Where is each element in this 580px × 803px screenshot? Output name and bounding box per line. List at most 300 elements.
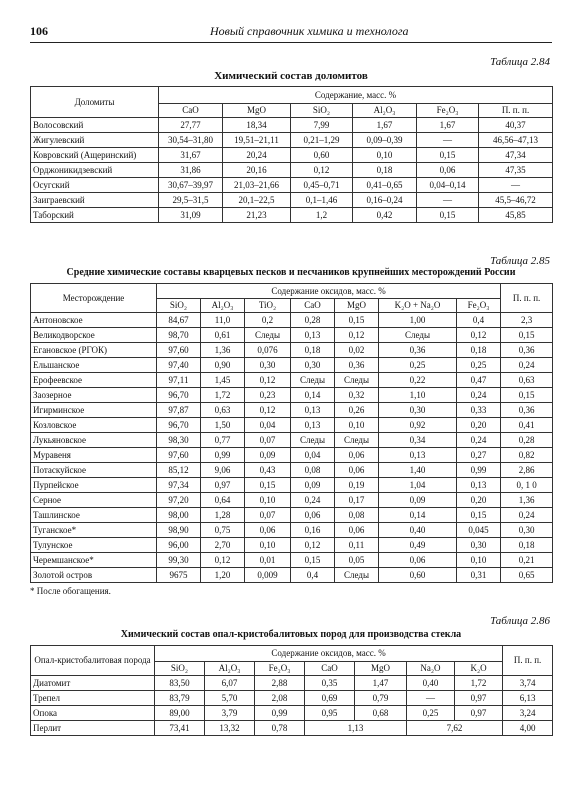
table-cell: 0,14 [291, 388, 335, 403]
table-row [31, 691, 553, 706]
table-cell: 0,2 [245, 313, 291, 328]
table-cell: 98,30 [157, 433, 201, 448]
table-cell: 46,56–47,13 [479, 133, 553, 148]
table-cell: 0,26 [335, 403, 379, 418]
table-row [31, 523, 553, 538]
header-cell: MgO [355, 662, 407, 676]
table-cell: 31,86 [159, 163, 223, 178]
table-cell: 0,30 [457, 538, 501, 553]
row-label: Жигулевский [31, 133, 159, 148]
table-cell: 0,82 [501, 448, 553, 463]
footnote: * После обогащения. [30, 586, 111, 596]
table-row [31, 148, 553, 163]
table-cell: 0,4 [457, 313, 501, 328]
table-cell: 0,076 [245, 343, 291, 358]
table-cell: 7,99 [291, 118, 353, 133]
table-cell: 0,06 [335, 448, 379, 463]
table-cell: 0,18 [457, 343, 501, 358]
table-cell: 83,50 [155, 676, 205, 691]
table-cell: 0,18 [501, 538, 553, 553]
table-2-86-title: Химический состав опал-кристобалитовых пород для производства стекла [120, 629, 462, 640]
table-cell: 1,00 [379, 313, 457, 328]
table-cell: 1,67 [417, 118, 479, 133]
table-cell: 21,23 [223, 208, 291, 223]
table-cell: 83,79 [155, 691, 205, 706]
table-cell: 0,13 [291, 418, 335, 433]
table-cell: 0,15 [291, 553, 335, 568]
table-cell: 2,3 [501, 313, 553, 328]
header-cell: MgO [335, 299, 379, 313]
header-cell: Содержание оксидов, масс. % [157, 284, 501, 299]
table-cell: Следы [379, 328, 457, 343]
table-cell: 0,15 [335, 313, 379, 328]
table-cell: 0,40 [379, 523, 457, 538]
table-row [31, 388, 553, 403]
table-cell: 0,12 [291, 163, 353, 178]
table-2-84-label: Таблица 2.84 [490, 56, 550, 68]
table-cell: 0,20 [457, 493, 501, 508]
table-cell: 0,33 [457, 403, 501, 418]
table-row [31, 343, 553, 358]
table-cell: 0,06 [291, 508, 335, 523]
header-rule [30, 42, 552, 43]
table-cell: 0,12 [291, 538, 335, 553]
table-cell: 0,10 [335, 418, 379, 433]
table-cell: 40,37 [479, 118, 553, 133]
table-cell: 11,0 [201, 313, 245, 328]
row-label: Антоновское [31, 313, 157, 328]
table-cell: 0, 1 0 [501, 478, 553, 493]
table-cell: 2,86 [501, 463, 553, 478]
row-label: Орджоникидзевский [31, 163, 159, 178]
header-cell: SiO₂ [291, 104, 353, 118]
table-cell: 0,25 [379, 358, 457, 373]
header-cell: П. п. п. [479, 104, 553, 118]
table-row [31, 508, 553, 523]
table-cell: Следы [245, 328, 291, 343]
row-label: Перлит [31, 721, 155, 736]
table-cell: 0,13 [291, 328, 335, 343]
table-cell: 0,15 [417, 148, 479, 163]
table-cell: 0,41 [501, 418, 553, 433]
table-cell: 20,24 [223, 148, 291, 163]
table-row [31, 478, 553, 493]
table-cell: 98,70 [157, 328, 201, 343]
table-2-85-title: Средние химические составы кварцевых песков и песчаников крупнейших месторождений России [66, 267, 516, 278]
table-cell: 0,22 [379, 373, 457, 388]
table-cell: 1,2 [291, 208, 353, 223]
table-cell: 2,70 [201, 538, 245, 553]
table-cell: 0,09 [291, 478, 335, 493]
header-cell: Fe₂O₃ [255, 662, 305, 676]
table-cell: 13,32 [205, 721, 255, 736]
table-cell: 30,54–31,80 [159, 133, 223, 148]
table-row [31, 553, 553, 568]
table-cell: 97,60 [157, 448, 201, 463]
table-2-86-label: Таблица 2.86 [490, 615, 550, 627]
row-label: Волосовский [31, 118, 159, 133]
table-2-85 [30, 283, 553, 583]
table-cell: 2,88 [255, 676, 305, 691]
table-cell: 27,77 [159, 118, 223, 133]
row-label: Диатомит [31, 676, 155, 691]
table-cell: 0,69 [305, 691, 355, 706]
table-row [31, 193, 553, 208]
row-label: Козловское [31, 418, 157, 433]
table-row [31, 493, 553, 508]
table-cell: 0,41–0,65 [353, 178, 417, 193]
header-cell: Al₂O₃ [205, 662, 255, 676]
row-label: Ерофеевское [31, 373, 157, 388]
table-row [31, 721, 553, 736]
table-cell: 47,35 [479, 163, 553, 178]
table-row [31, 313, 553, 328]
table-cell: 0,75 [201, 523, 245, 538]
table-cell: 0,06 [335, 523, 379, 538]
table-cell: 0,24 [501, 508, 553, 523]
header-cell: П. п. п. [501, 284, 553, 313]
table-cell: 20,16 [223, 163, 291, 178]
table-cell: 89,00 [155, 706, 205, 721]
table-cell: 73,41 [155, 721, 205, 736]
row-label: Потаскуйское [31, 463, 157, 478]
table-cell: 0,15 [457, 508, 501, 523]
row-label: Лукьяновское [31, 433, 157, 448]
table-cell: 0,14 [379, 508, 457, 523]
table-cell: 97,87 [157, 403, 201, 418]
table-row [31, 433, 553, 448]
table-cell: 0,10 [245, 493, 291, 508]
header-cell: SiO₂ [157, 299, 201, 313]
table-cell: 98,00 [157, 508, 201, 523]
table-cell: 0,07 [245, 433, 291, 448]
table-cell: 0,09 [245, 448, 291, 463]
table-cell: 0,35 [305, 676, 355, 691]
row-label: Ковровский (Ащеринский) [31, 148, 159, 163]
table-cell: 0,09 [379, 493, 457, 508]
table-cell: 0,28 [501, 433, 553, 448]
table-cell: 0,15 [417, 208, 479, 223]
table-cell: 0,1–1,46 [291, 193, 353, 208]
row-label: Золотой остров [31, 568, 157, 583]
table-cell: 31,67 [159, 148, 223, 163]
table-cell: 0,08 [335, 508, 379, 523]
table-cell: 9,06 [201, 463, 245, 478]
table-cell: 1,40 [379, 463, 457, 478]
table-cell: 0,24 [457, 388, 501, 403]
table-row [31, 568, 553, 583]
header-cell: TiO₂ [245, 299, 291, 313]
table-cell: 0,63 [201, 403, 245, 418]
table-cell: 1,50 [201, 418, 245, 433]
table-cell: 0,97 [455, 706, 503, 721]
table-cell: — [417, 133, 479, 148]
table-cell: 1,47 [355, 676, 407, 691]
table-cell: 0,16 [291, 523, 335, 538]
table-cell: 3,24 [503, 706, 553, 721]
table-cell: 0,99 [201, 448, 245, 463]
table-cell: 96,70 [157, 418, 201, 433]
table-cell: 0,4 [291, 568, 335, 583]
table-cell: 0,07 [245, 508, 291, 523]
row-label: Игирминское [31, 403, 157, 418]
table-2-84-title: Химический состав доломитов [214, 70, 368, 82]
table-cell: — [407, 691, 455, 706]
table-cell: 97,20 [157, 493, 201, 508]
table-cell: 98,90 [157, 523, 201, 538]
header-cell: CaO [305, 662, 355, 676]
table-cell: 0,12 [245, 403, 291, 418]
table-cell: 0,31 [457, 568, 501, 583]
header-cell: Доломиты [31, 87, 159, 118]
header-cell: П. п. п. [503, 646, 553, 676]
table-cell: 6,13 [503, 691, 553, 706]
table-cell: 0,30 [245, 358, 291, 373]
table-cell: 1,45 [201, 373, 245, 388]
table-cell: 0,90 [201, 358, 245, 373]
table-cell: 0,10 [353, 148, 417, 163]
table-cell: 1,13 [305, 721, 407, 736]
table-cell: 1,67 [353, 118, 417, 133]
table-cell: 85,12 [157, 463, 201, 478]
table-cell: 1,10 [379, 388, 457, 403]
row-label: Таборский [31, 208, 159, 223]
table-cell: 29,5–31,5 [159, 193, 223, 208]
table-cell: 0,95 [305, 706, 355, 721]
table-cell: 0,08 [291, 463, 335, 478]
table-cell: 31,09 [159, 208, 223, 223]
header-cell: Fe₂O₃ [457, 299, 501, 313]
table-cell: 0,40 [407, 676, 455, 691]
table-cell: 0,77 [201, 433, 245, 448]
table-cell: 97,34 [157, 478, 201, 493]
table-cell: 0,13 [291, 403, 335, 418]
table-cell: 0,64 [201, 493, 245, 508]
table-cell: 7,62 [407, 721, 503, 736]
row-label: Опока [31, 706, 155, 721]
table-cell: 0,18 [291, 343, 335, 358]
table-2-85-label: Таблица 2.85 [490, 255, 550, 267]
table-cell: 0,63 [501, 373, 553, 388]
table-row [31, 208, 553, 223]
table-cell: 0,99 [255, 706, 305, 721]
row-label: Осугский [31, 178, 159, 193]
table-cell: 1,36 [201, 343, 245, 358]
table-cell: 0,47 [457, 373, 501, 388]
table-cell: 96,70 [157, 388, 201, 403]
table-cell: 1,36 [501, 493, 553, 508]
table-cell: 30,67–39,97 [159, 178, 223, 193]
table-row [31, 403, 553, 418]
table-cell: 0,12 [245, 373, 291, 388]
table-cell: 0,01 [245, 553, 291, 568]
header-cell: Содержание, масс. % [159, 87, 553, 104]
table-2-86 [30, 645, 553, 736]
table-cell: 0,20 [457, 418, 501, 433]
header-cell: CaO [291, 299, 335, 313]
table-row [31, 178, 553, 193]
table-cell: 47,34 [479, 148, 553, 163]
table-cell: 0,42 [353, 208, 417, 223]
table-cell: 0,25 [457, 358, 501, 373]
table-cell: Следы [335, 568, 379, 583]
table-cell: 20,1–22,5 [223, 193, 291, 208]
table-cell: 1,04 [379, 478, 457, 493]
header-cell: Al₂O₃ [201, 299, 245, 313]
table-cell: 4,00 [503, 721, 553, 736]
row-label: Пурпейское [31, 478, 157, 493]
table-cell: 0,79 [355, 691, 407, 706]
table-cell: 0,34 [379, 433, 457, 448]
table-cell: 0,23 [245, 388, 291, 403]
table-cell: Следы [335, 433, 379, 448]
table-cell: Следы [291, 373, 335, 388]
header-cell: Fe₂O₃ [417, 104, 479, 118]
table-cell: 0,36 [501, 403, 553, 418]
table-cell: 0,30 [379, 403, 457, 418]
table-cell: 0,04 [245, 418, 291, 433]
table-cell: 0,45–0,71 [291, 178, 353, 193]
table-cell: 0,12 [201, 553, 245, 568]
row-label: Заозерное [31, 388, 157, 403]
header-cell: SiO₂ [155, 662, 205, 676]
table-cell: 0,15 [501, 328, 553, 343]
table-cell: 1,20 [201, 568, 245, 583]
table-cell: — [479, 178, 553, 193]
header-cell: K₂O [455, 662, 503, 676]
table-cell: 0,30 [501, 523, 553, 538]
table-cell: 0,32 [335, 388, 379, 403]
table-cell: 0,68 [355, 706, 407, 721]
table-2-84 [30, 86, 553, 223]
table-cell: 0,60 [291, 148, 353, 163]
table-cell: 0,92 [379, 418, 457, 433]
table-cell: 9675 [157, 568, 201, 583]
row-label: Тулунское [31, 538, 157, 553]
header-cell: K₂O + Na₂O [379, 299, 457, 313]
table-cell: 0,25 [407, 706, 455, 721]
table-cell: 0,97 [201, 478, 245, 493]
table-cell: — [417, 193, 479, 208]
table-cell: 97,40 [157, 358, 201, 373]
table-cell: 0,65 [501, 568, 553, 583]
table-cell: 0,15 [501, 388, 553, 403]
table-cell: 0,97 [455, 691, 503, 706]
table-cell: 0,06 [379, 553, 457, 568]
table-cell: 97,60 [157, 343, 201, 358]
table-cell: 0,36 [335, 358, 379, 373]
table-cell: 0,02 [335, 343, 379, 358]
table-cell: 0,13 [457, 478, 501, 493]
table-cell: 0,24 [291, 493, 335, 508]
header-cell: Месторождение [31, 284, 157, 313]
table-cell: 0,04 [291, 448, 335, 463]
table-row [31, 448, 553, 463]
table-cell: 0,009 [245, 568, 291, 583]
table-cell: 0,49 [379, 538, 457, 553]
table-cell: 96,00 [157, 538, 201, 553]
table-cell: 18,34 [223, 118, 291, 133]
table-cell: 3,79 [205, 706, 255, 721]
table-cell: 1,72 [455, 676, 503, 691]
table-cell: 0,10 [245, 538, 291, 553]
table-cell: 0,19 [335, 478, 379, 493]
table-cell: 0,04–0,14 [417, 178, 479, 193]
table-cell: 0,24 [501, 358, 553, 373]
table-cell: 45,5–46,72 [479, 193, 553, 208]
table-row [31, 373, 553, 388]
table-row [31, 328, 553, 343]
row-label: Муравеня [31, 448, 157, 463]
table-cell: 0,61 [201, 328, 245, 343]
table-cell: 0,27 [457, 448, 501, 463]
running-header-title: Новый справочник химика и технолога [210, 24, 409, 38]
table-cell: 0,12 [335, 328, 379, 343]
table-cell: 0,36 [379, 343, 457, 358]
table-cell: 2,08 [255, 691, 305, 706]
table-cell: 5,70 [205, 691, 255, 706]
table-cell: 0,15 [245, 478, 291, 493]
table-cell: 19,51–21,11 [223, 133, 291, 148]
row-label: Ташлинское [31, 508, 157, 523]
row-label: Серное [31, 493, 157, 508]
table-row [31, 418, 553, 433]
row-label: Черемшанское* [31, 553, 157, 568]
table-cell: 0,99 [457, 463, 501, 478]
table-cell: 0,045 [457, 523, 501, 538]
table-cell: 0,21–1,29 [291, 133, 353, 148]
table-row [31, 163, 553, 178]
table-cell: 0,10 [457, 553, 501, 568]
table-cell: 0,78 [255, 721, 305, 736]
row-label: Трепел [31, 691, 155, 706]
table-row [31, 118, 553, 133]
table-cell: 0,11 [335, 538, 379, 553]
header-cell: Na₂O [407, 662, 455, 676]
table-row [31, 676, 553, 691]
table-row [31, 133, 553, 148]
row-label: Ельшанское [31, 358, 157, 373]
table-cell: 1,28 [201, 508, 245, 523]
table-cell: 45,85 [479, 208, 553, 223]
table-cell: Следы [335, 373, 379, 388]
table-cell: 0,28 [291, 313, 335, 328]
table-cell: 21,03–21,66 [223, 178, 291, 193]
table-cell: 0,36 [501, 343, 553, 358]
table-cell: 0,06 [417, 163, 479, 178]
table-cell: 0,06 [245, 523, 291, 538]
table-cell: 0,13 [379, 448, 457, 463]
table-cell: 0,24 [457, 433, 501, 448]
table-cell: 1,72 [201, 388, 245, 403]
header-cell: Опал-кристобалитовая порода [31, 646, 155, 676]
row-label: Туганское* [31, 523, 157, 538]
table-cell: 99,30 [157, 553, 201, 568]
page-number: 106 [30, 24, 48, 38]
table-cell: 6,07 [205, 676, 255, 691]
table-cell: 97,11 [157, 373, 201, 388]
table-cell: Следы [291, 433, 335, 448]
table-row [31, 358, 553, 373]
table-cell: 0,12 [457, 328, 501, 343]
table-cell: 0,06 [335, 463, 379, 478]
table-cell: 0,17 [335, 493, 379, 508]
table-row [31, 538, 553, 553]
header-cell: Al₂O₃ [353, 104, 417, 118]
table-cell: 0,05 [335, 553, 379, 568]
table-cell: 3,74 [503, 676, 553, 691]
header-cell: MgO [223, 104, 291, 118]
